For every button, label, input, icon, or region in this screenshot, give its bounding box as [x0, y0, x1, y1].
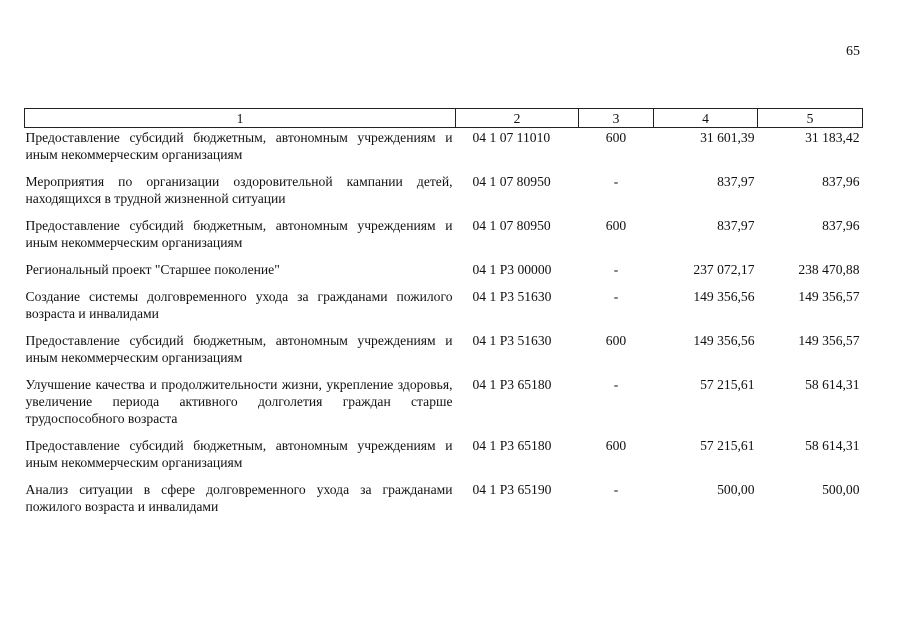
row-value-2: 837,96 [822, 218, 860, 233]
row-value-1: 57 215,61 [700, 438, 755, 453]
row-value-1: 500,00 [717, 482, 755, 497]
header-col-name: 1 [25, 109, 456, 128]
row-type: 600 [605, 218, 627, 233]
row-type: - [613, 262, 619, 277]
row-value-2: 500,00 [822, 482, 860, 497]
header-col-value-2: 5 [758, 109, 863, 128]
table-row [25, 173, 863, 217]
row-name: Мероприятия по организации оздоровительной кампании детей, находящихся в трудной жизненной ситуации [25, 174, 453, 206]
header-col-type: 3 [579, 109, 654, 128]
row-code: 04 1 P3 51630 [472, 289, 552, 304]
row-name: Анализ ситуации в сфере долговременного ухода за гражданами пожилого возраста и инвалидами [25, 482, 453, 514]
row-value-1: 149 356,56 [693, 333, 755, 348]
table-row [25, 376, 863, 437]
row-type: - [613, 174, 619, 189]
row-value-2: 837,96 [822, 174, 860, 189]
page-number: 65 [846, 44, 860, 59]
row-code: 04 1 P3 65180 [472, 377, 552, 392]
row-type: - [613, 289, 619, 304]
row-name: Предоставление субсидий бюджетным, автономным учреждениям и иным некоммерческим организациям [25, 333, 453, 365]
row-name: Предоставление субсидий бюджетным, автономным учреждениям и иным некоммерческим организациям [25, 130, 453, 162]
row-value-1: 237 072,17 [693, 262, 755, 277]
row-code: 04 1 P3 65190 [472, 482, 552, 497]
table-row [25, 332, 863, 376]
row-value-1: 31 601,39 [700, 130, 755, 145]
row-name: Предоставление субсидий бюджетным, автономным учреждениям и иным некоммерческим организациям [25, 438, 453, 470]
row-value-2: 31 183,42 [805, 130, 860, 145]
row-code: 04 1 P3 00000 [472, 262, 552, 277]
row-type: - [613, 377, 619, 392]
table-row [25, 437, 863, 481]
row-value-2: 238 470,88 [798, 262, 860, 277]
header-row [25, 109, 863, 128]
table-row [25, 288, 863, 332]
table-row [25, 128, 863, 174]
row-value-1: 57 215,61 [700, 377, 755, 392]
table-row [25, 481, 863, 525]
header-col-value-1: 4 [654, 109, 758, 128]
row-type: 600 [605, 438, 627, 453]
table-row [25, 217, 863, 261]
row-value-2: 149 356,57 [798, 289, 860, 304]
row-type: - [613, 482, 619, 497]
row-value-1: 149 356,56 [693, 289, 755, 304]
row-value-2: 58 614,31 [805, 438, 860, 453]
row-code: 04 1 07 80950 [472, 218, 551, 233]
header-col-code: 2 [456, 109, 579, 128]
row-type: 600 [605, 130, 627, 145]
row-code: 04 1 P3 51630 [472, 333, 552, 348]
row-code: 04 1 07 11010 [472, 130, 551, 145]
row-name: Создание системы долговременного ухода за гражданами пожилого возраста и инвалидами [25, 289, 453, 321]
table-header [25, 109, 863, 128]
row-value-2: 58 614,31 [805, 377, 860, 392]
row-value-1: 837,97 [717, 218, 755, 233]
row-value-2: 149 356,57 [798, 333, 860, 348]
table-body [25, 128, 863, 526]
row-value-1: 837,97 [717, 174, 755, 189]
row-code: 04 1 07 80950 [472, 174, 551, 189]
row-name: Улучшение качества и продолжительности жизни, укрепление здоровья, увеличение периода активного долголетия граждан старше трудоспособного возраста [25, 377, 453, 426]
table-row [25, 261, 863, 288]
budget-table [24, 108, 863, 525]
row-code: 04 1 P3 65180 [472, 438, 552, 453]
row-type: 600 [605, 333, 627, 348]
row-name: Региональный проект "Старшее поколение" [25, 262, 280, 277]
row-name: Предоставление субсидий бюджетным, автономным учреждениям и иным некоммерческим организациям [25, 218, 453, 250]
